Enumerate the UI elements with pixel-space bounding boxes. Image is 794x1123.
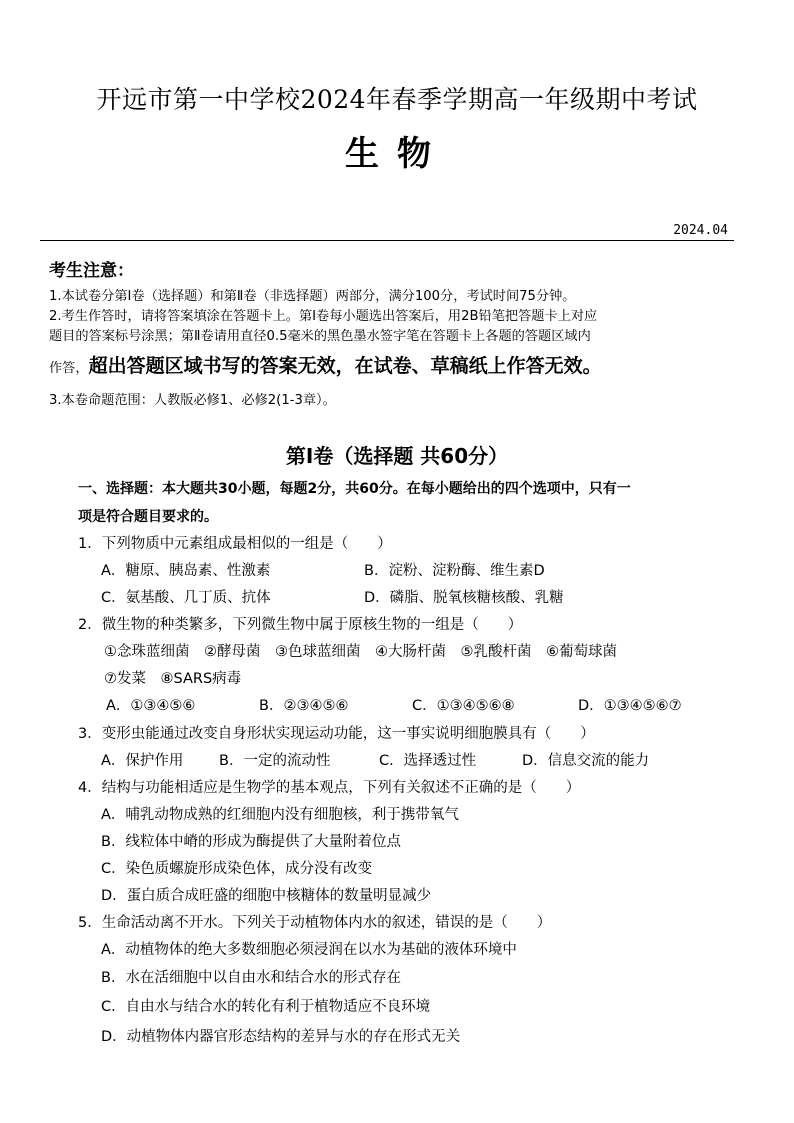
question-5-option-c: C．自由水与结合水的转化有利于植物适应不良环境 — [101, 999, 431, 1015]
question-2-items-2: ⑦发菜 ⑧SARS病毒 — [104, 671, 242, 687]
question-1-option-d: D．磷脂、脱氧核糖核酸、乳糖 — [364, 590, 564, 606]
question-2-option-a: A．①③④⑤⑥ — [106, 698, 196, 714]
question-3-option-d: D．信息交流的能力 — [522, 753, 650, 769]
question-3-option-c: C．选择透过性 — [379, 753, 477, 769]
section-instruction-2: 项是符合题目要求的。 — [78, 509, 218, 525]
section-instruction-1: 一、选择题：本大题共30小题，每题2分，共60分。在每小题给出的四个选项中，只有一 — [78, 481, 631, 497]
notice-line-4-prefix: 作答， — [49, 361, 89, 376]
question-4-option-b: B．线粒体中嵴的形成为酶提供了大量附着位点 — [101, 834, 401, 850]
notice-line-5: 3.本卷命题范围：人教版必修1、必修2(1-3章）。 — [49, 393, 336, 408]
question-4-option-a: A．哺乳动物成熟的红细胞内没有细胞核，利于携带氧气 — [101, 807, 459, 823]
question-5-option-a: A．动植物体的绝大多数细胞必须浸润在以水为基础的液体环境中 — [101, 942, 517, 958]
header-divider — [40, 240, 734, 241]
notice-heading: 考生注意： — [49, 261, 134, 281]
question-4-option-d: D．蛋白质合成旺盛的细胞中核糖体的数量明显减少 — [101, 888, 432, 904]
question-1-option-a: A．糖原、胰岛素、性激素 — [101, 563, 271, 579]
question-2-option-b: B．②③④⑤⑥ — [259, 698, 349, 714]
exam-title: 开远市第一中学校2024年春季学期高一年级期中考试 — [96, 85, 698, 114]
question-2-stem: 2．微生物的种类繁多，下列微生物中属于原核生物的一组是（ ） — [78, 617, 523, 633]
notice-line-1: 1.本试卷分第Ⅰ卷（选择题）和第Ⅱ卷（非选择题）两部分，满分100分，考试时间75分钟。 — [49, 289, 576, 304]
question-2-option-c: C．①③④⑤⑥⑧ — [412, 698, 515, 714]
question-3-stem: 3．变形虫能通过改变自身形状实现运动功能，这一事实说明细胞膜具有（ ） — [78, 726, 595, 742]
question-5-stem: 5．生命活动离不开水。下列关于动植物体内水的叙述，错误的是（ ） — [78, 915, 552, 931]
question-1-option-b: B．淀粉、淀粉酶、维生素D — [364, 563, 545, 579]
question-1-stem: 1．下列物质中元素组成最相似的一组是（ ） — [78, 536, 392, 552]
question-5-option-d: D．动植物体内器官形态结构的差异与水的存在形式无关 — [101, 1029, 461, 1045]
question-1-option-c: C．氨基酸、几丁质、抗体 — [101, 590, 271, 606]
exam-subject: 生物 — [345, 134, 449, 174]
notice-line-4 — [49, 356, 602, 379]
question-4-stem: 4．结构与功能相适应是生物学的基本观点，下列有关叙述不正确的是（ ） — [78, 780, 581, 796]
question-4-option-c: C．染色质螺旋形成染色体，成分没有改变 — [101, 861, 373, 877]
question-2-option-d: D．①③④⑤⑥⑦ — [578, 698, 682, 714]
question-3-option-a: A．保护作用 — [101, 753, 184, 769]
question-3-option-b: B．一定的流动性 — [219, 753, 331, 769]
exam-date: 2024.04 — [673, 223, 728, 238]
notice-line-3: 题目的答案标号涂黑；第Ⅱ卷请用直径0.5毫米的黑色墨水签字笔在答题卡上各题的答题区域内 — [49, 329, 591, 344]
notice-emphasis: 超出答题区域书写的答案无效，在试卷、草稿纸上作答无效。 — [88, 355, 602, 377]
section-title: 第Ⅰ卷（选择题 共60分） — [285, 444, 509, 468]
question-2-items-1: ①念珠蓝细菌 ②酵母菌 ③色球蓝细菌 ④大肠杆菌 ⑤乳酸杆菌 ⑥葡萄球菌 — [104, 644, 617, 660]
notice-line-2: 2.考生作答时，请将答案填涂在答题卡上。第Ⅰ卷每小题选出答案后，用2B铅笔把答题卡上对应 — [49, 309, 598, 324]
question-5-option-b: B．水在活细胞中以自由水和结合水的形式存在 — [101, 970, 401, 986]
